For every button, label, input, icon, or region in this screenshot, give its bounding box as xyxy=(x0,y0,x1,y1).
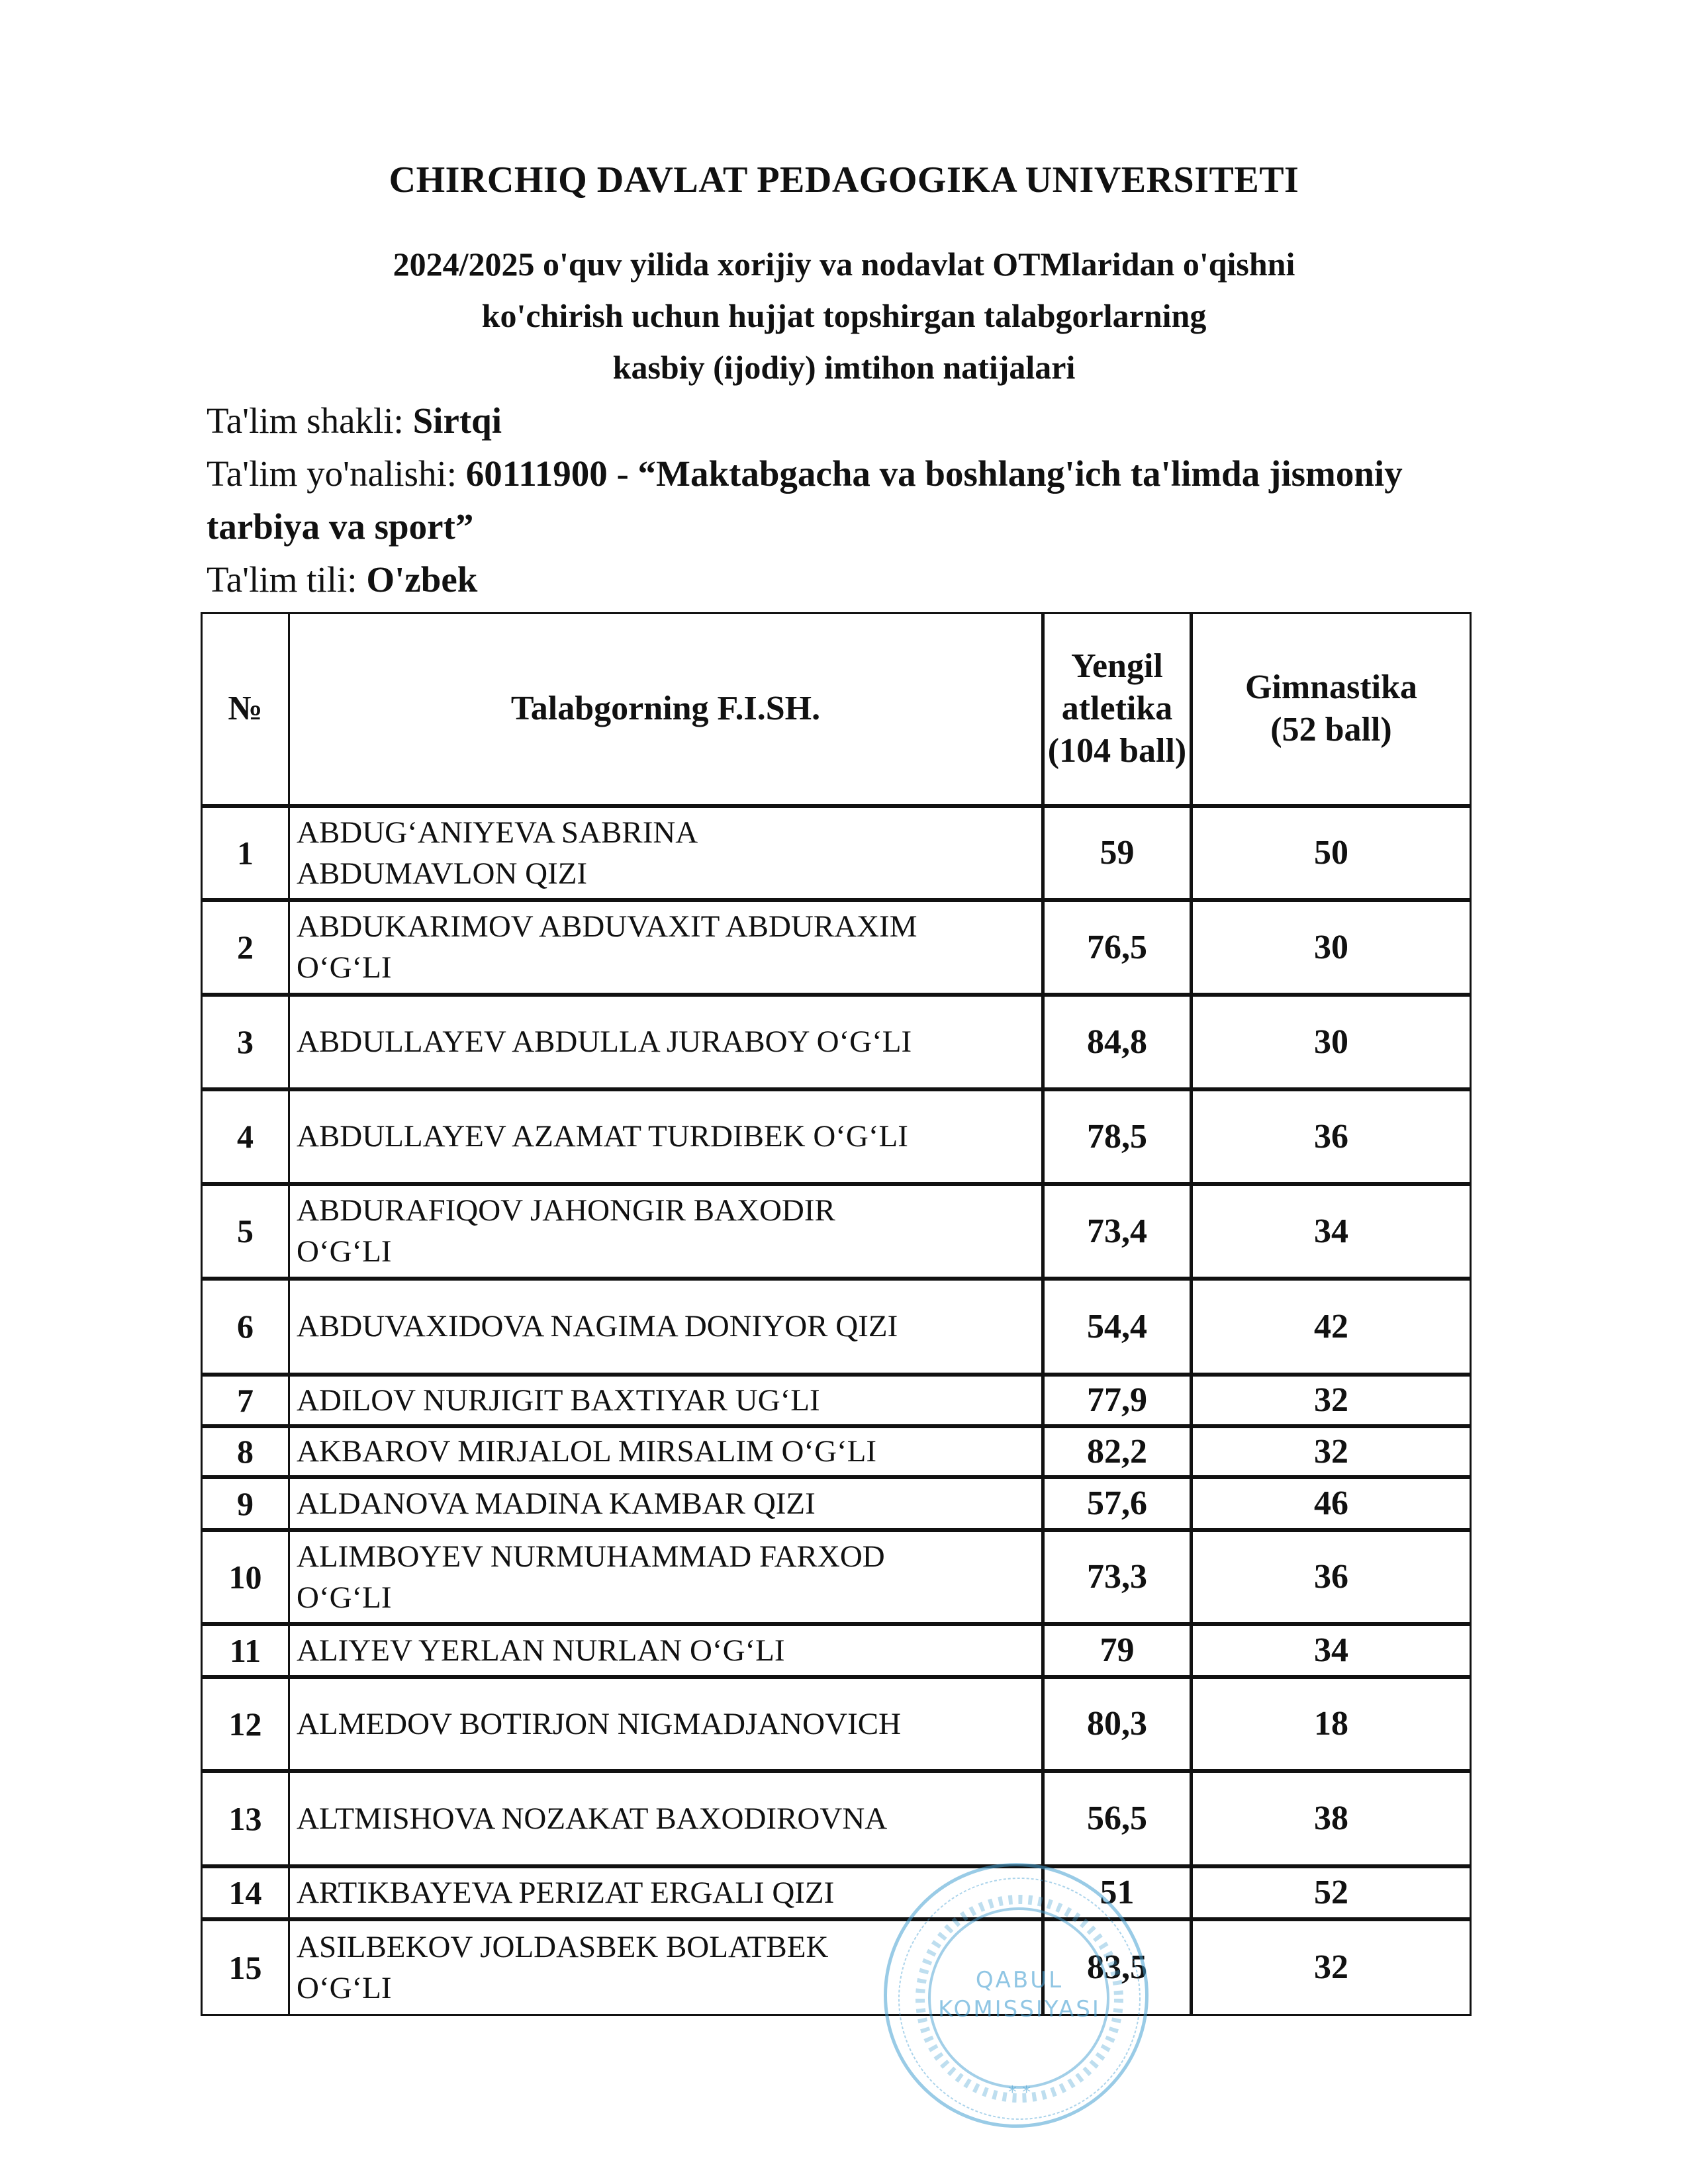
row-number: 8 xyxy=(202,1426,289,1477)
applicant-name: ADILOV NURJIGIT BAXTIYAR UG‘LI xyxy=(289,1375,1043,1426)
table-row xyxy=(202,1771,1471,1866)
document-subtitle xyxy=(0,238,1688,393)
athletics-score: 59 xyxy=(1043,806,1192,900)
applicant-name: ALIMBOYEV NURMUHAMMAD FARXOD O‘G‘LI xyxy=(289,1530,1043,1624)
gymnastics-score: 38 xyxy=(1192,1771,1471,1866)
gymnastics-score: 34 xyxy=(1192,1184,1471,1279)
applicant-name: ASILBEKOV JOLDASBEK BOLATBEK O‘G‘LI xyxy=(289,1919,1043,2015)
study-direction-label: Ta'lim yo'nalishi: xyxy=(207,453,466,494)
table-row xyxy=(202,995,1471,1089)
gymnastics-score: 42 xyxy=(1192,1279,1471,1375)
gymnastics-score: 34 xyxy=(1192,1624,1471,1677)
table-header-row xyxy=(202,614,1471,806)
column-header-name: Talabgorning F.I.SH. xyxy=(289,614,1043,806)
applicant-name: ARTIKBAYEVA PERIZAT ERGALI QIZI xyxy=(289,1866,1043,1919)
gymnastics-score: 52 xyxy=(1192,1866,1471,1919)
study-form-label: Ta'lim shakli: xyxy=(207,400,413,441)
applicant-name: ABDUG‘ANIYEVA SABRINA ABDUMAVLON QIZI xyxy=(289,806,1043,900)
study-form-value: Sirtqi xyxy=(412,400,502,441)
applicant-name: ABDUVAXIDOVA NAGIMA DONIYOR QIZI xyxy=(289,1279,1043,1375)
table-row xyxy=(202,900,1471,995)
athletics-score: 83,5 xyxy=(1043,1919,1192,2015)
study-language xyxy=(207,553,1497,606)
gymnastics-score: 30 xyxy=(1192,900,1471,995)
row-number: 6 xyxy=(202,1279,289,1375)
applicant-name: ALTMISHOVA NOZAKAT BAXODIROVNA xyxy=(289,1771,1043,1866)
gymnastics-score: 36 xyxy=(1192,1089,1471,1184)
row-number: 12 xyxy=(202,1677,289,1771)
table-row xyxy=(202,1624,1471,1677)
athletics-score: 76,5 xyxy=(1043,900,1192,995)
gymnastics-score: 18 xyxy=(1192,1677,1471,1771)
column-header-athletics: Yengil atletika (104 ball) xyxy=(1043,614,1192,806)
row-number: 7 xyxy=(202,1375,289,1426)
table-row xyxy=(202,1530,1471,1624)
row-number: 4 xyxy=(202,1089,289,1184)
study-direction xyxy=(207,447,1497,553)
table-row xyxy=(202,1866,1471,1919)
column-header-number: № xyxy=(202,614,289,806)
athletics-score: 57,6 xyxy=(1043,1477,1192,1530)
table-row xyxy=(202,1184,1471,1279)
athletics-score: 82,2 xyxy=(1043,1426,1192,1477)
table-row xyxy=(202,1089,1471,1184)
applicant-name: ABDULLAYEV ABDULLA JURABOY O‘G‘LI xyxy=(289,995,1043,1089)
gymnastics-score: 32 xyxy=(1192,1426,1471,1477)
table-row xyxy=(202,1426,1471,1477)
study-direction-value: 60111900 - “Maktabgacha va boshlang'ich ta'limda jismoniy tarbiya va sport” xyxy=(207,453,1403,547)
applicant-name: ALDANOVA MADINA KAMBAR QIZI xyxy=(289,1477,1043,1530)
applicant-name: ALMEDOV BOTIRJON NIGMADJANOVICH xyxy=(289,1677,1043,1771)
table-row xyxy=(202,1919,1471,2015)
row-number: 9 xyxy=(202,1477,289,1530)
table-row xyxy=(202,1677,1471,1771)
applicant-name: ABDUKARIMOV ABDUVAXIT ABDURAXIM O‘G‘LI xyxy=(289,900,1043,995)
row-number: 10 xyxy=(202,1530,289,1624)
table-row xyxy=(202,1375,1471,1426)
row-number: 2 xyxy=(202,900,289,995)
table-row xyxy=(202,1279,1471,1375)
column-header-gymnastics: Gimnastika (52 ball) xyxy=(1192,614,1471,806)
subtitle-line: kasbiy (ijodiy) imtihon natijalari xyxy=(612,349,1076,386)
study-language-value: O'zbek xyxy=(366,559,478,600)
gymnastics-score: 36 xyxy=(1192,1530,1471,1624)
table-row xyxy=(202,1477,1471,1530)
row-number: 3 xyxy=(202,995,289,1089)
svg-text:* *: * * xyxy=(1008,2083,1031,2103)
subtitle-line: ko'chirish uchun hujjat topshirgan talabgorlarning xyxy=(481,297,1207,334)
applicant-name: ABDULLAYEV AZAMAT TURDIBEK O‘G‘LI xyxy=(289,1089,1043,1184)
athletics-score: 73,3 xyxy=(1043,1530,1192,1624)
stamp-text: QABUL KOMISSIYASI xyxy=(938,1967,1101,2023)
table-row xyxy=(202,806,1471,900)
athletics-score: 84,8 xyxy=(1043,995,1192,1089)
gymnastics-score: 30 xyxy=(1192,995,1471,1089)
athletics-score: 56,5 xyxy=(1043,1771,1192,1866)
gymnastics-score: 46 xyxy=(1192,1477,1471,1530)
athletics-score: 73,4 xyxy=(1043,1184,1192,1279)
applicant-name: ABDURAFIQOV JAHONGIR BAXODIR O‘G‘LI xyxy=(289,1184,1043,1279)
applicant-name: ALIYEV YERLAN NURLAN O‘G‘LI xyxy=(289,1624,1043,1677)
university-title: CHIRCHIQ DAVLAT PEDAGOGIKA UNIVERSITETI xyxy=(389,159,1299,201)
program-info xyxy=(207,394,1497,606)
study-language-label: Ta'lim tili: xyxy=(207,559,367,600)
row-number: 14 xyxy=(202,1866,289,1919)
gymnastics-score: 32 xyxy=(1192,1919,1471,2015)
row-number: 11 xyxy=(202,1624,289,1677)
applicant-name: AKBAROV MIRJALOL MIRSALIM O‘G‘LI xyxy=(289,1426,1043,1477)
subtitle-line: 2024/2025 o'quv yilida xorijiy va nodavlat OTMlaridan o'qishni xyxy=(393,246,1295,283)
results-table xyxy=(201,612,1472,2016)
athletics-score: 54,4 xyxy=(1043,1279,1192,1375)
row-number: 13 xyxy=(202,1771,289,1866)
athletics-score: 79 xyxy=(1043,1624,1192,1677)
gymnastics-score: 32 xyxy=(1192,1375,1471,1426)
athletics-score: 51 xyxy=(1043,1866,1192,1919)
athletics-score: 80,3 xyxy=(1043,1677,1192,1771)
gymnastics-score: 50 xyxy=(1192,806,1471,900)
row-number: 5 xyxy=(202,1184,289,1279)
athletics-score: 77,9 xyxy=(1043,1375,1192,1426)
row-number: 1 xyxy=(202,806,289,900)
athletics-score: 78,5 xyxy=(1043,1089,1192,1184)
study-form xyxy=(207,394,1497,447)
row-number: 15 xyxy=(202,1919,289,2015)
